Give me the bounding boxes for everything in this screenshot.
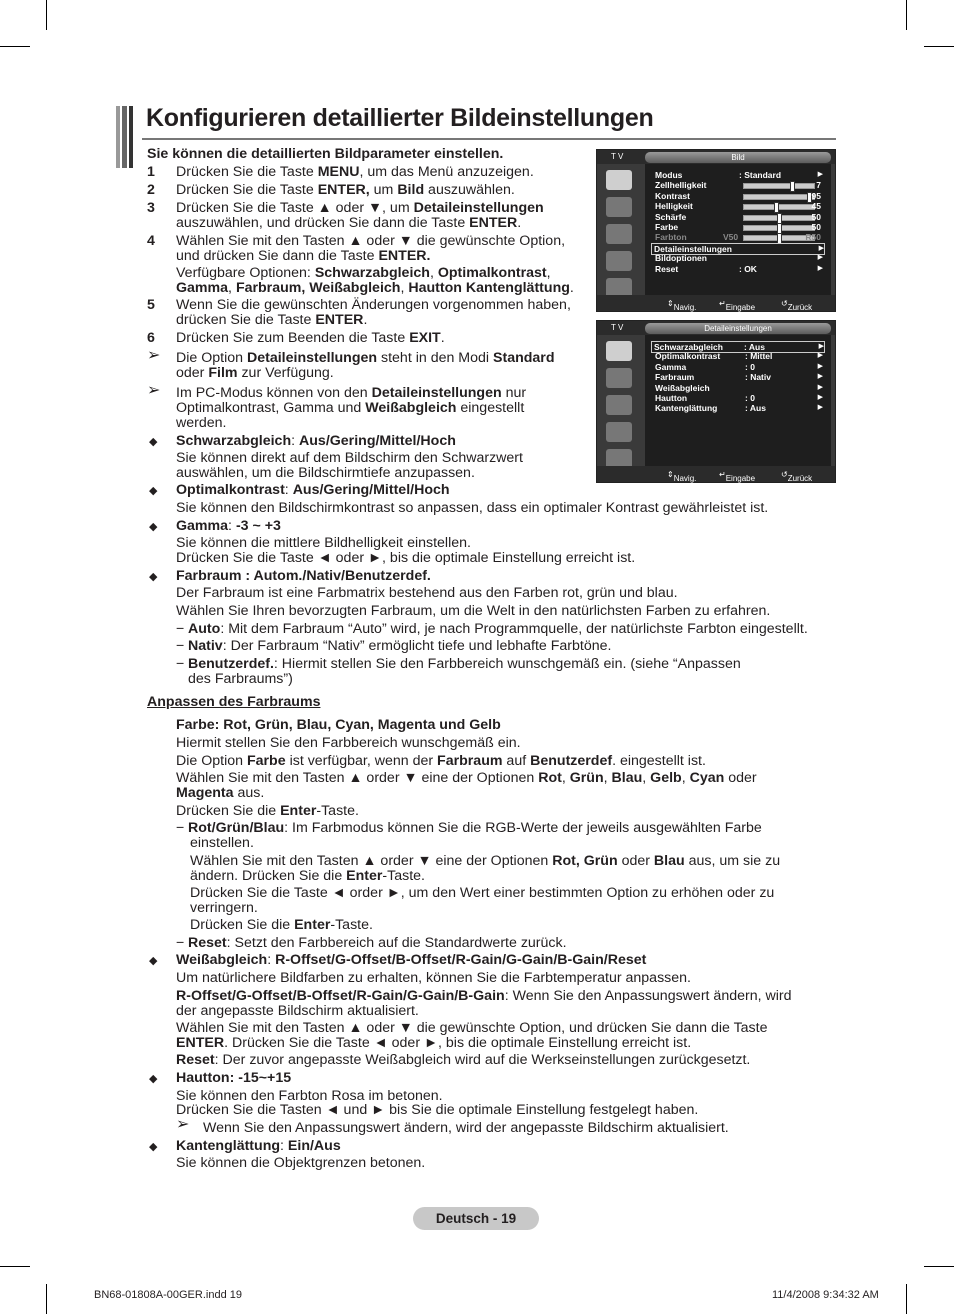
osd-sidebar [597, 335, 641, 466]
osd-row-label: Modus [655, 170, 683, 180]
osd-row[interactable] [653, 201, 823, 211]
osd-row-label: Reset [655, 263, 679, 274]
osd-row-value: : 0 [745, 361, 755, 372]
osd-row-value: : Aus [744, 342, 765, 352]
osd-row-value: : Nativ [745, 372, 771, 383]
osd-row[interactable] [653, 222, 823, 232]
step-number: 6 [147, 330, 155, 346]
osd-row-label: Weißabgleich [655, 382, 710, 393]
osd-row[interactable] [653, 351, 823, 361]
diamond-icon: ◆ [149, 521, 158, 533]
note-1: Die Option Detaileinstellungen steht in den Modi Standard [176, 350, 555, 366]
diamond-icon: ◆ [149, 1073, 158, 1085]
arrow-icon: ➢ [147, 382, 161, 399]
diamond-icon: ◆ [149, 1141, 158, 1153]
osd-row-value: 45 [811, 201, 821, 212]
osd-row-label: Gamma [655, 361, 687, 372]
picture-icon [606, 341, 632, 361]
right-arrow-icon: ▶ [817, 254, 823, 262]
osd-row[interactable] [653, 232, 823, 242]
osd-slider [743, 194, 815, 200]
section-heading: Anpassen des Farbraums [147, 694, 321, 710]
osd-row[interactable] [653, 403, 823, 413]
osd-row-value: 7 [816, 180, 821, 191]
arrow-icon: ➢ [176, 1116, 190, 1133]
file-info: BN68-01808A-00GER.indd 19 [94, 1289, 242, 1301]
osd-row-value: 50 [811, 211, 821, 222]
osd-row[interactable] [653, 170, 823, 180]
diamond-icon: ◆ [149, 436, 158, 448]
crop-mark [906, 1284, 907, 1314]
step-number: 2 [147, 182, 155, 198]
osd-picture-menu: T V Bild Modus : Standard ▶ Zellhelligkeit 7 Kontrast 95 Helligkeit 45 Schärfe 50 Farbe 50 Farbton R50 V50 Detaileinstellungen ▶ Bildoptionen ▶ Reset : OK ▶ ⇕ Navig. ↵ Eingabe ↺ Zurück [596, 149, 836, 312]
right-arrow-icon: ▶ [817, 383, 823, 391]
channel-icon [606, 224, 632, 244]
osd-row-label: Zellhelligkeit [655, 180, 707, 191]
title-stripes [116, 106, 136, 168]
right-arrow-icon: ▶ [818, 343, 824, 350]
step-number: 4 [147, 233, 155, 249]
osd-row[interactable] [653, 191, 823, 201]
right-arrow-icon: ▶ [817, 362, 823, 370]
osd-row-label: Detaileinstellungen [654, 243, 732, 254]
osd-row[interactable] [653, 253, 823, 263]
osd-row-value: : OK [739, 263, 757, 274]
arrow-icon: ➢ [147, 347, 161, 364]
osd-row-value: R50 [805, 232, 821, 243]
osd-slider [743, 235, 815, 241]
right-arrow-icon: ▶ [817, 352, 823, 360]
crop-mark [0, 46, 30, 47]
osd-slider [743, 225, 815, 231]
osd-row-value: : Standard [739, 170, 782, 180]
picture-icon [606, 170, 632, 190]
crop-mark [46, 0, 47, 30]
osd-row-label: Schärfe [655, 211, 687, 222]
options-line-2: Gamma, Farbraum, Weißabgleich, Hautton Kantenglättung. [176, 280, 574, 296]
note-2: Im PC-Modus können von den Detaileinstellungen nur [176, 385, 527, 401]
osd-sidebar [597, 164, 641, 295]
crop-mark [0, 1266, 30, 1267]
crop-mark [924, 1266, 954, 1267]
channel-icon [606, 395, 632, 415]
print-date: 11/4/2008 9:34:32 AM [772, 1289, 879, 1301]
right-arrow-icon: ▶ [818, 244, 824, 252]
crop-mark [46, 1284, 47, 1314]
osd-row[interactable] [653, 180, 823, 190]
osd-row-value: : Aus [745, 403, 766, 414]
right-arrow-icon: ▶ [817, 394, 823, 401]
osd-row-value: : Mittel [745, 351, 773, 362]
osd-row[interactable] [653, 362, 823, 372]
sound-icon [606, 368, 632, 388]
osd-row-value: 50 [811, 222, 821, 232]
sound-icon [606, 197, 632, 217]
osd-row-label: Farbraum [655, 372, 695, 383]
step-number: 3 [147, 200, 155, 216]
diamond-icon: ◆ [149, 955, 158, 967]
diamond-icon: ◆ [149, 485, 158, 497]
osd-row-label: Hautton [655, 393, 688, 403]
right-arrow-icon: ▶ [817, 404, 823, 412]
osd-row[interactable] [653, 264, 823, 274]
step-number: 1 [147, 164, 155, 180]
right-arrow-icon: ▶ [817, 373, 823, 381]
diamond-icon: ◆ [149, 571, 158, 583]
step-number: 5 [147, 297, 155, 313]
steps-list: 1 Drücken Sie die Taste MENU, um das Menü anzuzeigen. 2 Drücken Sie die Taste ENTER, um Bild auszuwählen. 3 Drücken Sie die Taste ▲ oder ▼, um Detaileinstellungen auszuwählen, und drücken Sie dann die Taste ENTER. 4 Wählen Sie mit den Tasten ▲ oder ▼ die gewünschte Option, und drücken Sie dann die Taste ENTER. [147, 164, 566, 264]
osd-slider [743, 204, 815, 210]
osd-slider [743, 215, 815, 221]
page-number: Deutsch - 19 [413, 1207, 539, 1230]
osd-row-label: Helligkeit [655, 201, 693, 212]
osd-row-label: Farbton [655, 232, 687, 243]
osd-row-label: Kantenglättung [655, 403, 718, 414]
osd-row[interactable] [653, 393, 823, 403]
osd-row-value: V50 [723, 232, 739, 243]
right-arrow-icon: ▶ [817, 264, 823, 272]
osd-row[interactable] [653, 212, 823, 222]
osd-row-label: Optimalkontrast [655, 351, 721, 362]
osd-row[interactable] [653, 372, 823, 382]
title-bar [116, 106, 836, 146]
crop-mark [906, 0, 907, 30]
osd-detail-menu: T V Detaileinstellungen Schwarzabgleich : Aus ▶ Optimalkontrast : Mittel ▶ Gamma : 0 ▶ Farbraum : Nativ ▶ Weißabgleich ▶ Hautton : 0 ▶ Kantenglättung : Aus ▶ ⇕ Navig. ↵ Eingabe ↺ Zurück [596, 320, 836, 483]
setup-icon [606, 422, 632, 442]
osd-row-label: Schwarzabgleich [654, 342, 723, 352]
setup-icon [606, 251, 632, 271]
osd-row-value: : 0 [745, 393, 755, 403]
osd-row-label: Kontrast [655, 190, 690, 201]
osd-slider [743, 183, 815, 189]
title-rule [142, 138, 836, 140]
intro: Sie können die detaillierten Bildparameter einstellen. [147, 146, 504, 162]
right-arrow-icon: ▶ [817, 171, 823, 178]
osd-row[interactable] [653, 383, 823, 393]
osd-row-label: Bildoptionen [655, 253, 707, 264]
osd-row-label: Farbe [655, 222, 679, 232]
options-line: Verfügbare Optionen: Schwarzabgleich, Optimalkontrast, [176, 265, 551, 281]
crop-mark [924, 46, 954, 47]
page-title: Konfigurieren detaillierter Bildeinstellungen [146, 104, 654, 132]
osd-row-value: 95 [811, 190, 821, 201]
